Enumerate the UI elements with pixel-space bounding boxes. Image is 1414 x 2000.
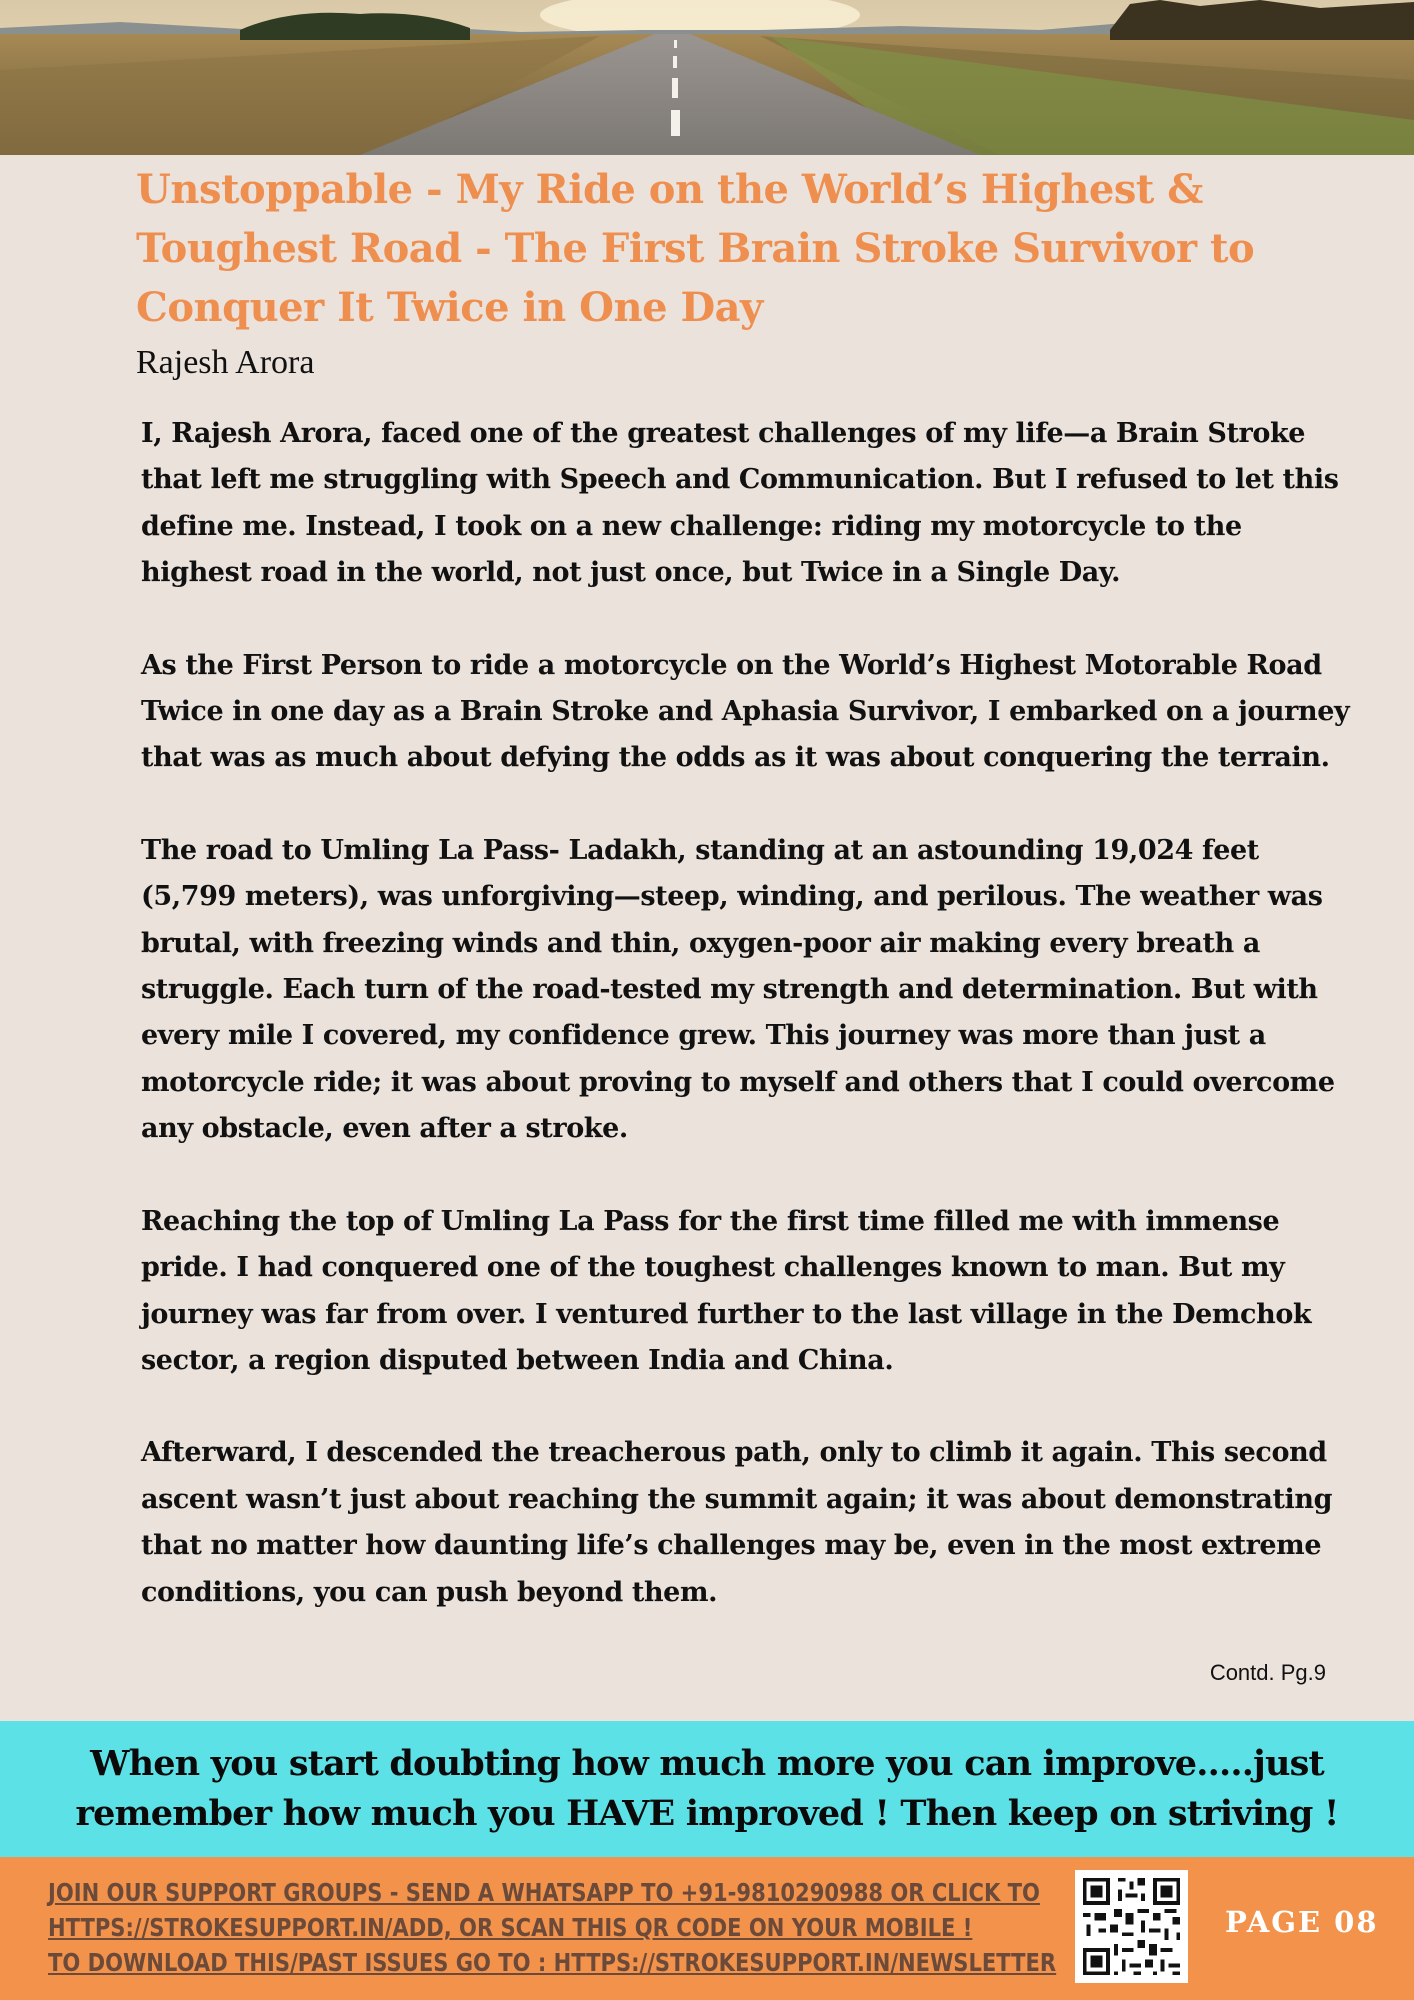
page-number: PAGE 08	[1225, 1905, 1379, 1939]
footer-line-1[interactable]: JOIN OUR SUPPORT GROUPS - SEND A WHATSAPP TO +91-9810290988 OR CLICK TO	[48, 1878, 1040, 1907]
article-body	[141, 411, 1361, 1662]
header-road-photo	[0, 0, 1414, 155]
article-title: Unstoppable - My Ride on the World’s Highest & Toughest Road - The First Brain Stroke Survivor to Conquer It Twice in One Day	[136, 166, 1255, 331]
footer-band	[0, 1857, 1414, 2000]
footer-line-3[interactable]: TO DOWNLOAD THIS/PAST ISSUES GO TO : HTTPS://STROKESUPPORT.IN/NEWSLETTER	[48, 1948, 1057, 1977]
continued-note: Contd. Pg.9	[1209, 1660, 1326, 1685]
paragraph-5: Afterward, I descended the treacherous path, only to climb it again. This second ascent wasn’t just about reaching the summit again; it was about demonstrating that no matter how daunting life’s challenges may be, even in the most extreme conditions, you can push beyond them.	[141, 1437, 1333, 1608]
qr-code-icon	[1075, 1870, 1188, 1983]
article-author: Rajesh Arora	[136, 344, 315, 381]
paragraph-4: Reaching the top of Umling La Pass for the first time filled me with immense pride. I had conquered one of the toughest challenges known to man. But my journey was far from over. I ventured further to the last village in the Demchok sector, a region disputed between India and China.	[141, 1205, 1312, 1376]
road-landscape-icon	[0, 0, 1414, 155]
motivational-quote	[75, 1739, 1338, 1839]
paragraph-1: I, Rajesh Arora, faced one of the greatest challenges of my life—a Brain Stroke that left me struggling with Speech and Communication. But I refused to let this define me. Instead, I took on a new challenge: riding my motorcycle to the highest road in the world, not just once, but Twice in a Single Day.	[141, 418, 1339, 589]
quote-line-2: remember how much you HAVE improved ! Then keep on striving !	[75, 1793, 1339, 1834]
paragraph-2: As the First Person to ride a motorcycle on the World’s Highest Motorable Road Twice in one day as a Brain Stroke and Aphasia Survivor, I embarked on a journey that was as much about defying the odds as it was about conquering the terrain.	[141, 649, 1350, 774]
footer-line-2[interactable]: HTTPS://STROKESUPPORT.IN/ADD, OR SCAN THIS QR CODE ON YOUR MOBILE !	[48, 1913, 973, 1942]
quote-line-1: When you start doubting how much more you can improve.....just	[90, 1743, 1324, 1784]
support-group-link[interactable]	[48, 1875, 1057, 1980]
paragraph-3: The road to Umling La Pass- Ladakh, standing at an astounding 19,024 feet (5,799 meters), was unforgiving—steep, winding, and perilous. The weather was brutal, with freezing winds and thin, oxygen-poor air making every breath a struggle. Each turn of the road-tested my strength and determination. But with every mile I covered, my confidence grew. This journey was more than just a motorcycle ride; it was about proving to myself and others that I could overcome any obstacle, even after a stroke.	[141, 834, 1335, 1145]
quote-band	[0, 1721, 1414, 1857]
